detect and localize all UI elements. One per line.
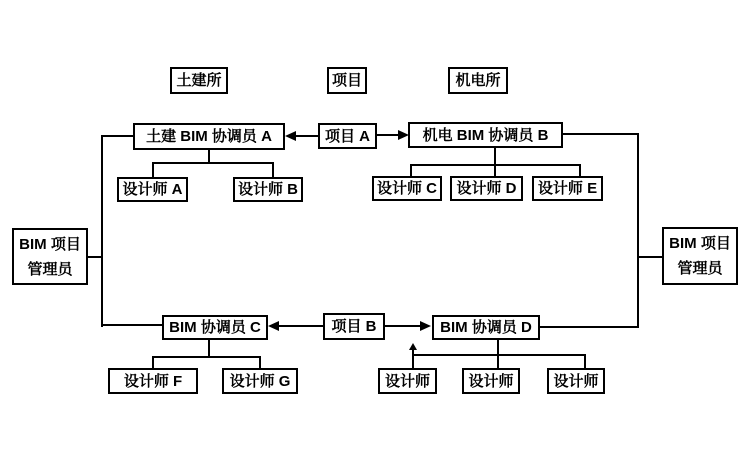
manager-left-line1: BIM 项目 bbox=[19, 235, 81, 253]
arrowhead-left-icon bbox=[285, 131, 296, 141]
connector-line bbox=[412, 354, 414, 368]
arrowhead-right-icon bbox=[420, 321, 431, 331]
connector-line bbox=[412, 354, 586, 356]
node-designer-a: 设计师 A bbox=[117, 177, 188, 202]
connector-line bbox=[540, 326, 639, 328]
manager-left-line2: 管理员 bbox=[27, 260, 73, 278]
node-coordinator-d: BIM 协调员 D bbox=[432, 315, 540, 340]
node-designer-b: 设计师 B bbox=[233, 177, 303, 202]
header-civil-dept: 土建所 bbox=[170, 67, 228, 94]
connector-line bbox=[272, 162, 274, 177]
node-designer-g: 设计师 G bbox=[222, 368, 298, 394]
connector-project-b-right bbox=[385, 325, 422, 327]
connector-line bbox=[584, 354, 586, 368]
connector-line bbox=[101, 135, 133, 137]
connector-project-a-right bbox=[377, 134, 400, 136]
header-project: 项目 bbox=[327, 67, 367, 94]
connector-line bbox=[152, 162, 274, 164]
arrowhead-up-icon bbox=[409, 343, 417, 350]
node-manager-left bbox=[12, 228, 88, 285]
node-designer-c: 设计师 C bbox=[372, 176, 442, 201]
node-project-a: 项目 A bbox=[318, 123, 377, 149]
connector-line bbox=[101, 324, 162, 326]
node-project-b: 项目 B bbox=[323, 313, 385, 340]
connector-line bbox=[637, 133, 639, 328]
node-designer-unnamed-3: 设计师 bbox=[547, 368, 605, 394]
node-designer-f: 设计师 F bbox=[108, 368, 198, 394]
connector-line bbox=[152, 162, 154, 177]
header-mep-dept: 机电所 bbox=[448, 67, 508, 94]
connector-project-a-left bbox=[295, 135, 318, 137]
connector-line bbox=[410, 164, 412, 176]
arrowhead-right-icon bbox=[398, 130, 409, 140]
connector-line bbox=[152, 356, 154, 368]
node-coordinator-a: 土建 BIM 协调员 A bbox=[133, 123, 285, 150]
connector-line bbox=[497, 354, 499, 368]
connector-line bbox=[579, 164, 581, 176]
connector-line bbox=[101, 135, 103, 327]
manager-right-line2: 管理员 bbox=[677, 260, 723, 277]
connector-line bbox=[152, 356, 261, 358]
node-coordinator-b: 机电 BIM 协调员 B bbox=[408, 122, 563, 148]
connector-line bbox=[259, 356, 261, 368]
node-designer-d: 设计师 D bbox=[450, 176, 523, 201]
connector-line bbox=[494, 164, 496, 176]
connector-line bbox=[88, 256, 103, 258]
connector-line bbox=[563, 133, 639, 135]
connector-line bbox=[637, 256, 662, 258]
node-designer-unnamed-1: 设计师 bbox=[378, 368, 437, 394]
arrowhead-left-icon bbox=[268, 321, 279, 331]
node-designer-e: 设计师 E bbox=[532, 176, 603, 201]
node-coordinator-c: BIM 协调员 C bbox=[162, 315, 268, 340]
manager-right-line1: BIM 项目 bbox=[669, 235, 731, 252]
node-manager-right bbox=[662, 227, 738, 285]
connector-project-b-left bbox=[278, 325, 323, 327]
node-designer-unnamed-2: 设计师 bbox=[462, 368, 520, 394]
